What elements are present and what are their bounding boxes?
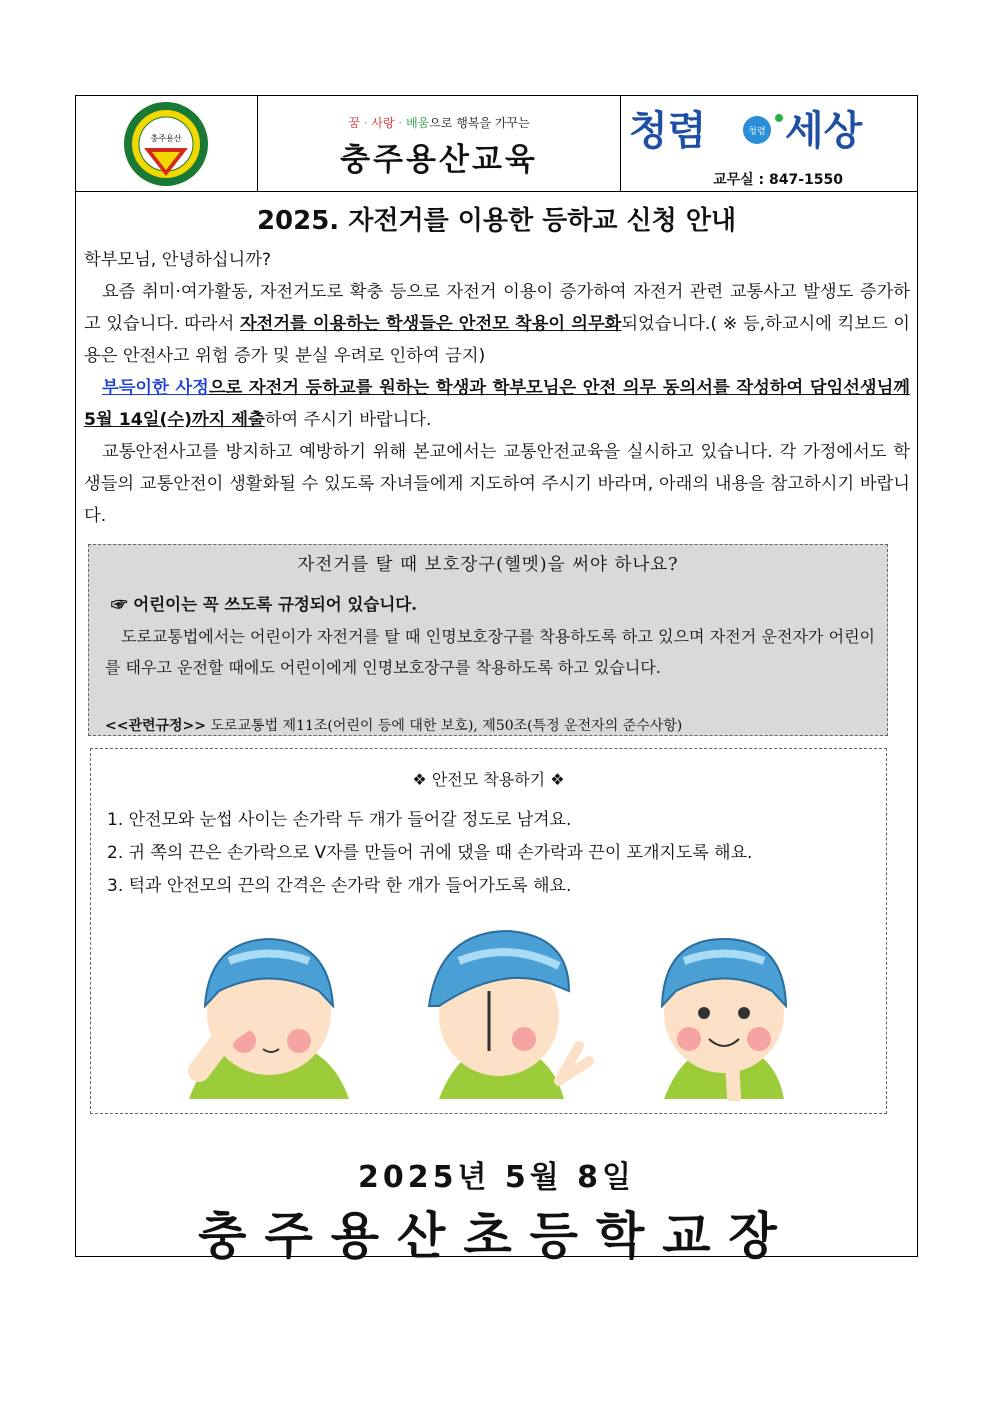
regulation-text: 도로교통법 제11조(어린이 등에 대한 보호), 제50조(특정 운전자의 준수사항) xyxy=(206,718,683,734)
helmet-wearing-heading: ❖ 안전모 착용하기 ❖ xyxy=(412,770,565,789)
integrity-world-logo xyxy=(621,96,917,166)
title-cell xyxy=(258,96,621,191)
school-education-title: 충주용산교육 xyxy=(340,142,538,178)
header xyxy=(76,96,917,192)
brand-badge-text: 청렴 xyxy=(748,127,766,137)
principal-signature: 충주용산초등학교장 xyxy=(198,1207,795,1265)
helmet-rule-box xyxy=(88,544,888,736)
helmet-step: 2. 귀 쪽의 끈은 손가락으로 V자를 만들어 귀에 댔을 때 손가락과 끈이 포개지도록 해요. xyxy=(107,843,753,863)
notice-title: 2025. 자전거를 이용한 등하교 신청 안내 xyxy=(256,206,737,236)
paragraph-2 xyxy=(84,372,910,436)
helmet-explanation: 도로교통법에서는 어린이가 자전거를 탈 때 인명보호장구를 착용하도록 하고 있으며 자전거 운전자가 어린이를 태우고 운전할 때에도 어린이에게 인명보호장구를 착용하도록 하고 있습니다. xyxy=(105,627,875,677)
brand-cell xyxy=(621,96,917,191)
body-text xyxy=(84,244,910,532)
school-logo xyxy=(76,96,258,191)
helmet-answer xyxy=(111,591,417,615)
p2-submission-deadline: 으로 자전거 등하교를 원하는 학생과 학부모님은 안전 의무 동의서를 작성하여 담임선생님께 5월 14일(수)까지 제출 xyxy=(84,378,910,430)
pointing-hand-icon: ☞ xyxy=(111,595,128,614)
answer-text: 어린이는 꼭 쓰도록 규정되어 있습니다. xyxy=(133,595,417,614)
helmet-children-illustration xyxy=(179,921,819,1101)
child-chin-strap-illustration xyxy=(662,939,786,1099)
svg-text:세상: 세상 xyxy=(785,108,863,154)
p1-text-a: 요즘 취미·여가활동, 자전거도로 확충 등으로 자전거 이용이 증가하여 자전거 관련 교통사고 발생도 증가하고 있습니다. 따라서 xyxy=(84,282,910,334)
helmet-steps xyxy=(107,804,752,903)
related-regulation xyxy=(105,715,682,735)
regulation-label: <<관련규정>> xyxy=(105,718,207,734)
notice-date: 2025년 5월 8일 xyxy=(357,1160,636,1195)
slogan-word-dream: 꿈 xyxy=(348,116,360,130)
helmet-step: 3. 턱과 안전모의 끈의 간격은 손가락 한 개가 들어가도록 해요. xyxy=(107,876,572,896)
notice-frame xyxy=(75,95,918,1265)
slogan: 꿈 · 사랑 · 배움으로 행복을 가꾸는 xyxy=(348,116,530,130)
slogan-word-love: 사랑 xyxy=(371,116,395,130)
logo-cell xyxy=(76,96,258,191)
p1-mandatory-helmet: 자전거를 이용하는 학생들은 안전모 착용이 의무화 xyxy=(239,314,622,334)
child-measuring-forehead-illustration xyxy=(189,939,349,1099)
helmet-wearing-box xyxy=(90,748,887,1114)
greeting: 학부모님, 안녕하십니까? xyxy=(84,250,272,270)
child-v-finger-strap-illustration xyxy=(429,931,589,1099)
svg-text:청렴: 청렴 xyxy=(629,108,707,154)
logo-text: 충주용산 xyxy=(150,134,182,143)
paragraph-1 xyxy=(84,276,910,372)
p2-unavoidable-reason: 부득이한 사정 xyxy=(102,378,209,398)
helmet-question: 자전거를 탈 때 보호장구(헬멧)을 써야 하나요? xyxy=(297,555,679,575)
helmet-step: 1. 안전모와 눈썹 사이는 손가락 두 개가 들어갈 정도로 남겨요. xyxy=(107,810,572,830)
paragraph-3: 교통안전사고를 방지하고 예방하기 위해 본교에서는 교통안전교육을 실시하고 있습니다. 각 가정에서도 학생들의 교통안전이 생활화될 수 있도록 자녀들에게 지도하여 주시기 바라며, 아래의 내용을 참고하시기 바랍니다. xyxy=(84,442,910,526)
p1-text-c: 되었습니다.( ※ 등,하교시에 킥보드 이용은 안전사고 위험 증가 및 분실 우려로 인하여 금지) xyxy=(84,314,910,366)
slogan-word-learn: 배움 xyxy=(406,116,430,130)
p2-text-c: 하여 주시기 바랍니다. xyxy=(264,410,432,430)
slogan-rest: 으로 행복을 가꾸는 xyxy=(429,116,530,130)
office-phone: 교무실 : 847-1550 xyxy=(713,172,843,188)
